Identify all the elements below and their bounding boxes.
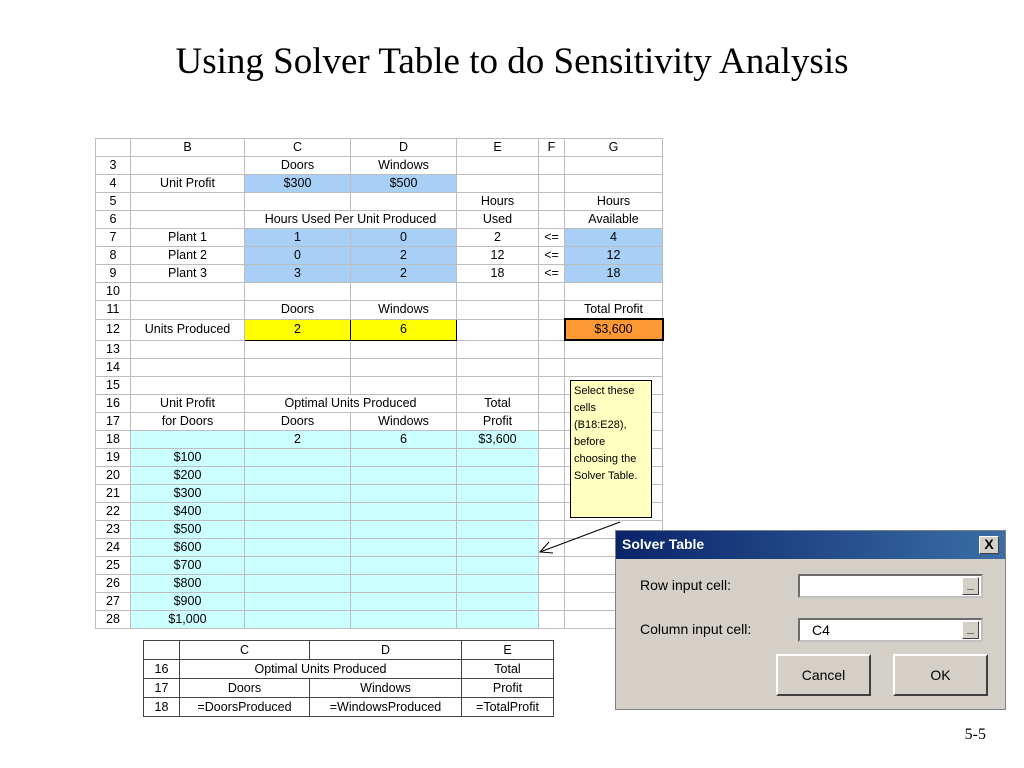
cell[interactable]: Unit Profit (131, 395, 245, 413)
col-header-b[interactable]: B (131, 139, 245, 157)
table-row (96, 611, 663, 629)
table-row (96, 557, 663, 575)
ok-button[interactable]: OK (893, 654, 988, 696)
cell[interactable] (457, 539, 539, 557)
cell[interactable]: 18 (565, 265, 663, 283)
row-header[interactable]: 20 (96, 467, 131, 485)
cell[interactable]: <= (539, 229, 565, 247)
cell-unit-profit-windows[interactable]: $500 (351, 175, 457, 193)
cell[interactable]: $100 (131, 449, 245, 467)
cell-optimal-units-header[interactable]: Optimal Units Produced (245, 395, 457, 413)
column-input-field[interactable] (798, 618, 983, 642)
cell[interactable] (245, 485, 351, 503)
cell[interactable]: Total (457, 395, 539, 413)
cell[interactable] (245, 575, 351, 593)
cell[interactable] (539, 593, 565, 611)
cell[interactable]: 2 (351, 265, 457, 283)
dialog-titlebar[interactable] (616, 531, 1005, 559)
table-row (144, 660, 554, 679)
cell[interactable] (539, 211, 565, 229)
cell[interactable]: Windows (351, 413, 457, 431)
cell-unit-profit-doors[interactable]: $300 (245, 175, 351, 193)
cell[interactable] (539, 449, 565, 467)
cell[interactable] (351, 467, 457, 485)
cell[interactable] (351, 521, 457, 539)
cell[interactable]: 2 (351, 247, 457, 265)
slide-title: Using Solver Table to do Sensitivity Analysis (175, 41, 849, 82)
collapse-dialog-icon[interactable]: _ (962, 577, 979, 595)
cell[interactable] (351, 193, 457, 211)
cell[interactable] (351, 575, 457, 593)
column-input-label: Column input cell: (640, 621, 752, 637)
cell[interactable] (539, 175, 565, 193)
col-header-g[interactable]: G (565, 139, 663, 157)
cell[interactable] (245, 467, 351, 485)
row-header[interactable]: 3 (96, 157, 131, 175)
row-header[interactable]: 15 (96, 377, 131, 395)
column-input-value: C4 (812, 622, 830, 638)
row-header[interactable]: 24 (96, 539, 131, 557)
table-row (96, 319, 663, 340)
cell[interactable]: <= (539, 247, 565, 265)
table-row (96, 193, 663, 211)
table-row (96, 229, 663, 247)
cell-hours-used-header[interactable]: Hours Used Per Unit Produced (245, 211, 457, 229)
cell[interactable]: $400 (131, 503, 245, 521)
cell[interactable] (539, 485, 565, 503)
cell[interactable]: =TotalProfit (462, 698, 554, 717)
cell[interactable] (245, 359, 351, 377)
table-row (96, 265, 663, 283)
row-header[interactable]: 16 (144, 660, 180, 679)
table-row (96, 247, 663, 265)
cell[interactable] (457, 283, 539, 301)
cell[interactable] (539, 283, 565, 301)
table-row (96, 157, 663, 175)
cell[interactable]: 0 (351, 229, 457, 247)
cell[interactable] (457, 521, 539, 539)
col-header-d[interactable]: D (310, 641, 462, 660)
cell[interactable] (245, 377, 351, 395)
cell[interactable]: $700 (131, 557, 245, 575)
row-header[interactable]: 7 (96, 229, 131, 247)
cell[interactable] (539, 521, 565, 539)
cell[interactable]: Doors (180, 679, 310, 698)
table-row (96, 575, 663, 593)
cell[interactable]: 0 (245, 247, 351, 265)
row-header[interactable]: 19 (96, 449, 131, 467)
table-row (96, 521, 663, 539)
cell[interactable] (539, 340, 565, 359)
cell[interactable] (457, 377, 539, 395)
cell[interactable]: Hours (457, 193, 539, 211)
cell[interactable] (245, 539, 351, 557)
cell[interactable] (457, 467, 539, 485)
close-icon[interactable]: X (979, 536, 999, 554)
cell[interactable]: 1 (245, 229, 351, 247)
cell[interactable] (539, 467, 565, 485)
row-input-field[interactable] (798, 574, 983, 598)
row-header[interactable]: 18 (144, 698, 180, 717)
row-header[interactable]: 21 (96, 485, 131, 503)
cancel-button[interactable]: Cancel (776, 654, 871, 696)
cell[interactable] (565, 340, 663, 359)
col-header-c[interactable]: C (180, 641, 310, 660)
cell[interactable]: Windows (351, 301, 457, 320)
cell[interactable]: Doors (245, 413, 351, 431)
col-header-d[interactable]: D (351, 139, 457, 157)
row-header[interactable]: 23 (96, 521, 131, 539)
cell[interactable]: =DoorsProduced (180, 698, 310, 717)
cell[interactable]: Profit (457, 413, 539, 431)
corner-cell[interactable] (96, 139, 131, 157)
cell[interactable]: Doors (245, 157, 351, 175)
cell[interactable] (245, 503, 351, 521)
cell[interactable] (351, 593, 457, 611)
cell[interactable] (245, 557, 351, 575)
cell[interactable]: Profit (462, 679, 554, 698)
row-header[interactable]: 25 (96, 557, 131, 575)
row-header[interactable]: 14 (96, 359, 131, 377)
cell[interactable]: =WindowsProduced (310, 698, 462, 717)
cell[interactable]: Optimal Units Produced (180, 660, 462, 679)
table-row (96, 211, 663, 229)
row-header[interactable]: 8 (96, 247, 131, 265)
row-header[interactable]: 11 (96, 301, 131, 320)
cell[interactable] (539, 301, 565, 320)
cell[interactable] (131, 301, 245, 320)
cell[interactable] (457, 359, 539, 377)
row-header[interactable]: 12 (96, 319, 131, 340)
cell[interactable] (245, 283, 351, 301)
cell[interactable] (539, 557, 565, 575)
cell[interactable]: 12 (457, 247, 539, 265)
row-header[interactable]: 5 (96, 193, 131, 211)
table-row (96, 593, 663, 611)
cell[interactable] (457, 593, 539, 611)
cell[interactable] (351, 359, 457, 377)
cell[interactable] (351, 449, 457, 467)
cell[interactable] (539, 431, 565, 449)
row-header[interactable]: 6 (96, 211, 131, 229)
cell[interactable]: Plant 2 (131, 247, 245, 265)
cell[interactable]: $500 (131, 521, 245, 539)
cell[interactable] (539, 575, 565, 593)
row-header[interactable]: 17 (144, 679, 180, 698)
cell[interactable]: for Doors (131, 413, 245, 431)
row-header[interactable]: 18 (96, 431, 131, 449)
cell[interactable] (539, 359, 565, 377)
table-row (144, 698, 554, 717)
cell[interactable] (539, 503, 565, 521)
cell[interactable]: $1,000 (131, 611, 245, 629)
solver-table-dialog (615, 530, 1006, 710)
cell[interactable]: 2 (245, 431, 351, 449)
cell[interactable] (351, 611, 457, 629)
cell[interactable] (245, 449, 351, 467)
cell[interactable]: Total Profit (565, 301, 663, 320)
row-input-label: Row input cell: (640, 577, 732, 593)
cell[interactable] (131, 157, 245, 175)
corner-cell[interactable] (144, 641, 180, 660)
cell-total-profit[interactable]: $3,600 (565, 319, 663, 340)
cell[interactable] (351, 340, 457, 359)
row-header[interactable]: 10 (96, 283, 131, 301)
cell[interactable] (539, 157, 565, 175)
column-header-row (144, 641, 554, 660)
cell[interactable] (457, 503, 539, 521)
cell[interactable] (245, 193, 351, 211)
col-header-f[interactable]: F (539, 139, 565, 157)
cell[interactable]: Total (462, 660, 554, 679)
cell[interactable] (351, 539, 457, 557)
cell[interactable] (457, 157, 539, 175)
cell[interactable] (351, 377, 457, 395)
col-header-e[interactable]: E (462, 641, 554, 660)
cell[interactable] (539, 395, 565, 413)
cell[interactable]: 2 (457, 229, 539, 247)
cell[interactable]: $900 (131, 593, 245, 611)
table-row (96, 359, 663, 377)
column-header-row (96, 139, 663, 157)
row-header[interactable]: 13 (96, 340, 131, 359)
cell[interactable] (245, 521, 351, 539)
cell[interactable] (457, 611, 539, 629)
formula-table (143, 640, 554, 717)
cell[interactable]: Doors (245, 301, 351, 320)
cell[interactable] (539, 611, 565, 629)
dialog-title: Solver Table (622, 536, 705, 552)
cell[interactable]: Available (565, 211, 663, 229)
cell[interactable]: Hours (565, 193, 663, 211)
cell[interactable]: Plant 1 (131, 229, 245, 247)
cell[interactable] (351, 485, 457, 503)
cell[interactable] (539, 319, 565, 340)
table-row (96, 175, 663, 193)
cell[interactable] (131, 431, 245, 449)
cell[interactable] (351, 503, 457, 521)
cell[interactable] (457, 301, 539, 320)
cell[interactable] (457, 449, 539, 467)
cell[interactable]: $600 (131, 539, 245, 557)
cell[interactable] (539, 193, 565, 211)
cell[interactable]: $3,600 (457, 431, 539, 449)
cell[interactable] (131, 193, 245, 211)
cell[interactable]: $800 (131, 575, 245, 593)
cell[interactable] (131, 211, 245, 229)
cell[interactable]: 18 (457, 265, 539, 283)
row-header[interactable]: 4 (96, 175, 131, 193)
cell-doors-produced[interactable]: 2 (245, 319, 351, 340)
cell[interactable] (457, 340, 539, 359)
cell[interactable] (457, 485, 539, 503)
table-row (96, 539, 663, 557)
row-header[interactable]: 17 (96, 413, 131, 431)
cell[interactable] (565, 175, 663, 193)
cell[interactable] (539, 377, 565, 395)
cell[interactable] (457, 319, 539, 340)
cell[interactable]: Windows (310, 679, 462, 698)
callout-note: Select these cells (B18:E28), before choosing the Solver Table. (570, 380, 652, 518)
cell[interactable] (351, 557, 457, 575)
row-header[interactable]: 22 (96, 503, 131, 521)
cell[interactable] (245, 593, 351, 611)
cell[interactable]: $200 (131, 467, 245, 485)
cell[interactable] (457, 575, 539, 593)
cell[interactable]: 6 (351, 431, 457, 449)
cell[interactable] (539, 539, 565, 557)
table-row (96, 301, 663, 320)
cell[interactable] (565, 157, 663, 175)
cell[interactable] (131, 283, 245, 301)
cell[interactable]: Used (457, 211, 539, 229)
col-header-e[interactable]: E (457, 139, 539, 157)
collapse-dialog-icon[interactable]: _ (962, 621, 979, 639)
cell[interactable]: Windows (351, 157, 457, 175)
cell[interactable]: <= (539, 265, 565, 283)
cell[interactable] (131, 359, 245, 377)
table-row (144, 679, 554, 698)
cell[interactable]: 12 (565, 247, 663, 265)
table-row (96, 340, 663, 359)
cell[interactable] (565, 283, 663, 301)
page-number: 5-5 (964, 726, 986, 743)
cell[interactable]: $300 (131, 485, 245, 503)
col-header-c[interactable]: C (245, 139, 351, 157)
row-header[interactable]: 16 (96, 395, 131, 413)
cell-windows-produced[interactable]: 6 (351, 319, 457, 340)
cell[interactable] (457, 175, 539, 193)
cell[interactable] (131, 377, 245, 395)
cell[interactable] (351, 283, 457, 301)
cell[interactable] (131, 340, 245, 359)
row-header[interactable]: 26 (96, 575, 131, 593)
cell[interactable]: 3 (245, 265, 351, 283)
cell[interactable] (245, 611, 351, 629)
row-header[interactable]: 27 (96, 593, 131, 611)
cell[interactable] (539, 413, 565, 431)
table-row (96, 283, 663, 301)
cell[interactable] (245, 340, 351, 359)
cell[interactable]: 4 (565, 229, 663, 247)
cell[interactable]: Unit Profit (131, 175, 245, 193)
cell[interactable] (457, 557, 539, 575)
cell[interactable] (565, 359, 663, 377)
cell[interactable]: Plant 3 (131, 265, 245, 283)
row-header[interactable]: 28 (96, 611, 131, 629)
row-header[interactable]: 9 (96, 265, 131, 283)
cell[interactable]: Units Produced (131, 319, 245, 340)
